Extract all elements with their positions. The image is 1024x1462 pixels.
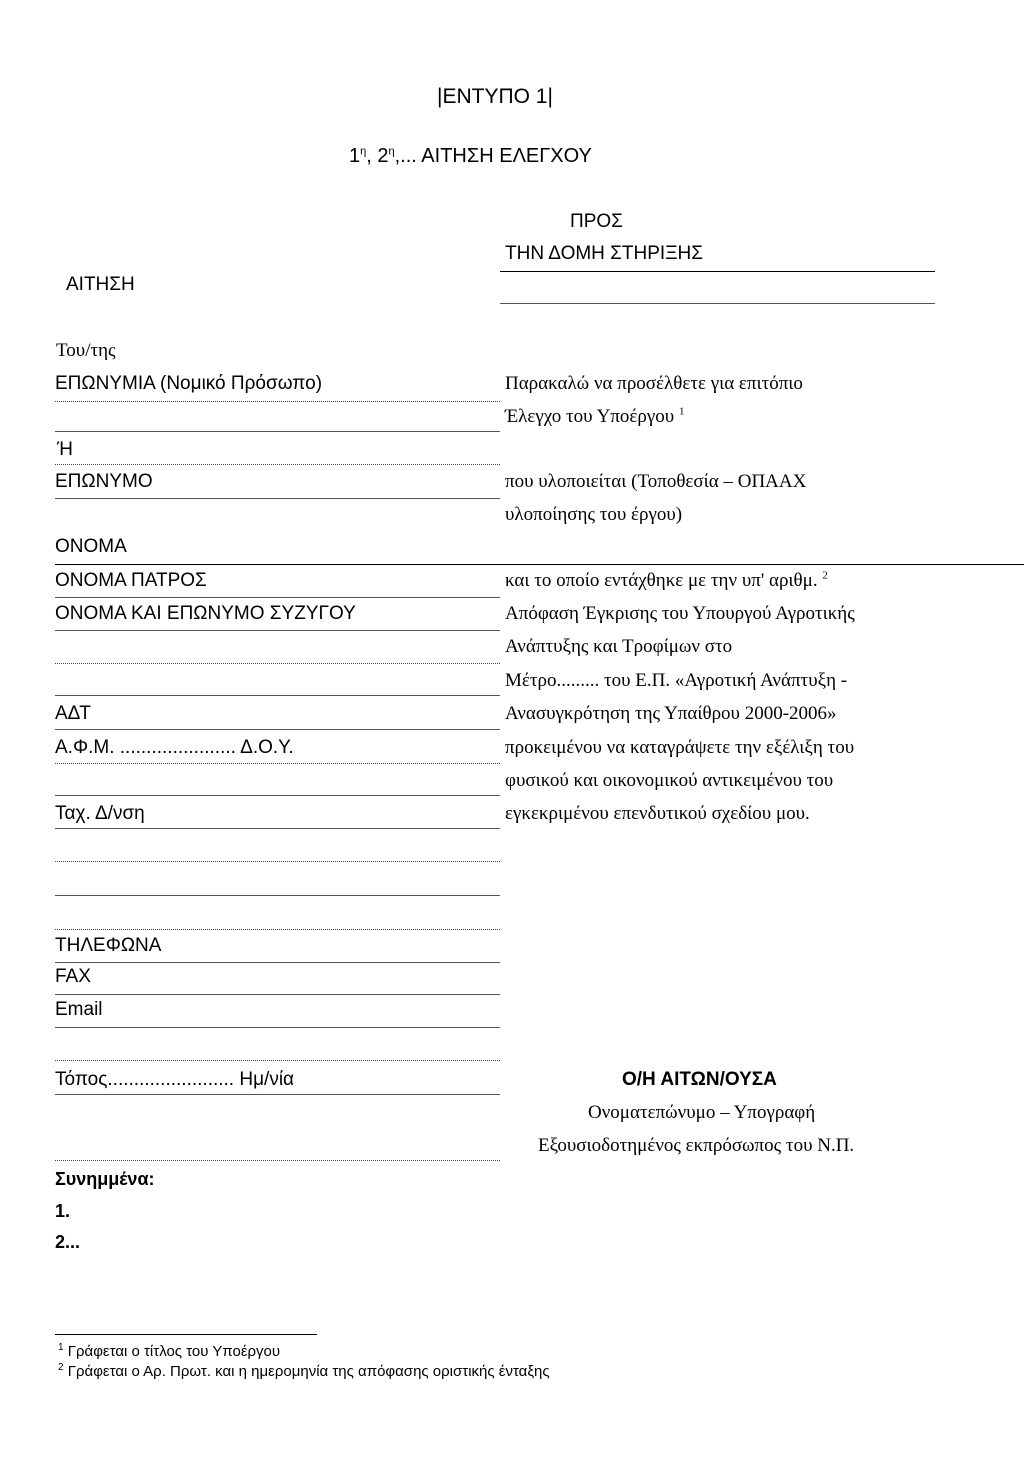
body-line-2: Έλεγχο του Υποέργου $^1$ bbox=[505, 405, 685, 427]
blank-line[interactable] bbox=[55, 929, 500, 930]
first-name-line[interactable] bbox=[55, 564, 1024, 565]
place-dots[interactable]: ........................ bbox=[107, 1069, 235, 1090]
body-line-5: και το οποίο εντάχθηκε με την υπ' αριθμ. $^2$ bbox=[505, 569, 828, 591]
email-line-2[interactable] bbox=[55, 1060, 500, 1061]
body-line-1: Παρακαλώ να προσέλθετε για επιτόπιο bbox=[505, 373, 803, 394]
spouse-name-line[interactable] bbox=[55, 630, 500, 631]
fax-label: FAX bbox=[55, 966, 91, 987]
of-label: Του/της bbox=[56, 340, 116, 361]
email-line[interactable] bbox=[55, 1027, 500, 1028]
or-label: Ή bbox=[57, 439, 73, 460]
pre-attachments-line[interactable] bbox=[55, 1160, 500, 1161]
body-line-8: Μέτρο......... του Ε.Π. «Αγροτική Ανάπτυξη - bbox=[505, 670, 848, 691]
id-card-label: ΑΔΤ bbox=[55, 703, 91, 724]
phones-line[interactable] bbox=[55, 962, 500, 963]
company-name-line[interactable] bbox=[55, 401, 500, 402]
first-name-label: ΟΝΟΜΑ bbox=[55, 536, 127, 557]
form-title: $1^\eta$, $2^\eta$,... ΑΙΤΗΣΗ ΕΛΕΓΧΟΥ bbox=[349, 145, 592, 167]
father-name-label: ΟΝΟΜΑ ΠΑΤΡΟΣ bbox=[55, 570, 207, 591]
attachment-1: 1. bbox=[55, 1201, 71, 1221]
email-label: Email bbox=[55, 999, 103, 1020]
phones-label: ΤΗΛΕΦΩΝΑ bbox=[55, 935, 162, 956]
or-line[interactable] bbox=[55, 464, 500, 465]
date-label: Ημ/νία bbox=[239, 1069, 295, 1090]
signature-line-2: Εξουσιοδοτημένος εκπρόσωπος του Ν.Π. bbox=[538, 1135, 855, 1156]
body-line-11: φυσικού και οικονομικού αντικειμένου του bbox=[505, 770, 834, 791]
footnote-1: $^1$ Γράφεται ο τίτλος του Υποέργου bbox=[58, 1342, 281, 1360]
application-title: ΑΙΤΗΣΗ bbox=[66, 274, 135, 295]
extra-line[interactable] bbox=[55, 695, 500, 696]
place-label: Τόπος bbox=[55, 1069, 108, 1090]
place-date-row bbox=[55, 1070, 294, 1089]
body-line-9: Ανασυγκρότηση της Υπαίθρου 2000-2006» bbox=[505, 703, 837, 724]
recipient-line-1[interactable] bbox=[500, 271, 935, 272]
body-line-3: που υλοποιείται (Τοποθεσία – ΟΠΑΑΧ bbox=[505, 471, 807, 492]
form-tag: |ΕΝΤΥΠΟ 1| bbox=[437, 85, 553, 108]
father-name-line[interactable] bbox=[55, 597, 500, 598]
attachments-title: Συνημμένα: bbox=[55, 1169, 155, 1189]
tax-id-dots[interactable]: ...................... bbox=[119, 737, 236, 758]
footnote-2: $^2$ Γράφεται ο Αρ. Πρωτ. και η ημερομηνία της απόφασης οριστικής ένταξης bbox=[58, 1362, 550, 1380]
place-date-line[interactable] bbox=[55, 1094, 500, 1095]
surname-line[interactable] bbox=[55, 498, 500, 499]
body-line-7: Ανάπτυξης και Τροφίμων στο bbox=[505, 636, 733, 657]
postal-address-line-3[interactable] bbox=[55, 895, 500, 896]
postal-address-line-2[interactable] bbox=[55, 861, 500, 862]
footnote-separator bbox=[55, 1334, 317, 1335]
tax-id-line-2[interactable] bbox=[55, 795, 500, 796]
postal-address-line[interactable] bbox=[55, 828, 500, 829]
recipient-label: ΤΗΝ ΔΟΜΗ ΣΤΗΡΙΞΗΣ bbox=[505, 243, 704, 264]
tax-id-label: Α.Φ.Μ. bbox=[55, 737, 115, 758]
id-card-line[interactable] bbox=[55, 729, 500, 730]
body-line-12: εγκεκριμένου επενδυτικού σχεδίου μου. bbox=[505, 803, 810, 824]
body-line-6: Απόφαση Έγκρισης του Υπουργού Αγροτικής bbox=[505, 603, 855, 624]
signature-title: Ο/Η ΑΙΤΩΝ/ΟΥΣΑ bbox=[622, 1069, 777, 1090]
spouse-name-line-2[interactable] bbox=[55, 663, 500, 664]
tax-id-row bbox=[55, 738, 294, 757]
recipient-line-2[interactable] bbox=[500, 303, 935, 304]
company-name-label: ΕΠΩΝΥΜΙΑ (Νομικό Πρόσωπο) bbox=[55, 373, 323, 394]
tax-office-label: Δ.Ο.Υ. bbox=[240, 737, 294, 758]
tax-id-line[interactable] bbox=[55, 763, 500, 764]
attachment-2: 2... bbox=[55, 1232, 81, 1252]
spouse-name-label: ΟΝΟΜΑ ΚΑΙ ΕΠΩΝΥΜΟ ΣΥΖΥΓΟΥ bbox=[55, 603, 356, 624]
fax-line[interactable] bbox=[55, 994, 500, 995]
company-name-line-2[interactable] bbox=[55, 431, 500, 432]
body-line-4: υλοποίησης του έργου) bbox=[505, 504, 683, 525]
postal-address-label: Ταχ. Δ/νση bbox=[55, 803, 145, 824]
body-line-10: προκειμένου να καταγράψετε την εξέλιξη του bbox=[505, 737, 855, 758]
signature-line-1: Ονοματεπώνυμο – Υπογραφή bbox=[588, 1102, 816, 1123]
surname-label: ΕΠΩΝΥΜΟ bbox=[55, 471, 153, 492]
to-label: ΠΡΟΣ bbox=[570, 211, 623, 232]
